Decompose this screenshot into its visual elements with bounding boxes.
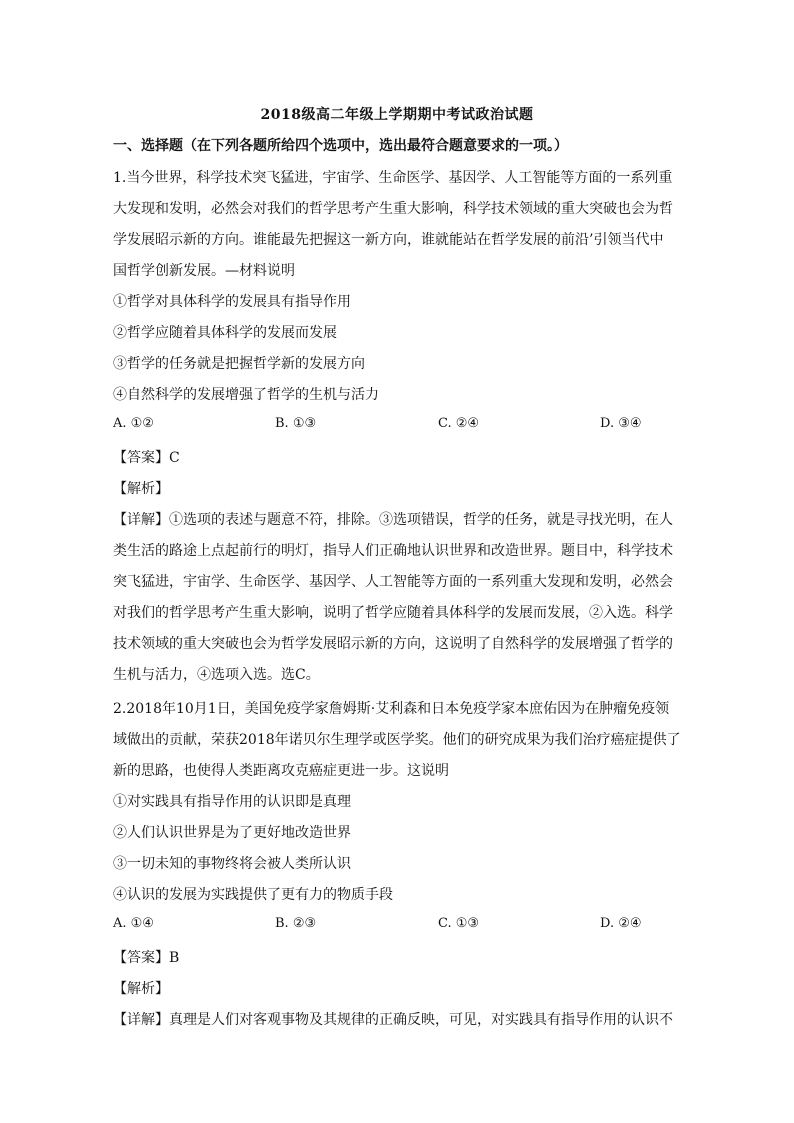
- q1-statement: ②哲学应随着具体科学的发展而发展: [113, 325, 337, 341]
- q2-option-b: B. ②③: [275, 916, 317, 931]
- q1-statement: ③哲学的任务就是把握哲学新的发展方向: [113, 356, 365, 372]
- q2-option-d: D. ②④: [600, 916, 642, 931]
- q2-option-a: A. ①④: [113, 916, 154, 931]
- q2-statement: ④认识的发展为实践提供了更有力的物质手段: [113, 887, 393, 903]
- exam-title: 2018级高二年级上学期期中考试政治试题: [260, 107, 534, 123]
- q2-stem-line: 域做出的贡献，荣获2018年诺贝尔生理学或医学奖。他们的研究成果为我们治疗癌症提供了: [113, 732, 681, 748]
- q2-stem-line: 新的思路，也使得人类距离攻克癌症更进一步。这说明: [113, 763, 449, 779]
- q1-option-c: C. ②④: [438, 416, 480, 431]
- section-heading: 一、选择题（在下列各题所给四个选项中，选出最符合题意要求的一项。）: [113, 138, 568, 154]
- q1-detail-line: 类生活的路途上点起前行的明灯，指导人们正确地认识世界和改造世界。题目中，科学技术: [113, 543, 673, 559]
- q1-stem-line: 学发展昭示新的方向。谁能最先把握这一新方向，谁就能站在哲学发展的前沿’引领当代中: [113, 232, 664, 248]
- q1-statement: ④自然科学的发展增强了哲学的生机与活力: [113, 387, 379, 403]
- q2-statement: ①对实践具有指导作用的认识即是真理: [113, 794, 351, 810]
- q2-option-c: C. ①③: [438, 916, 480, 931]
- q1-option-a: A. ①②: [113, 416, 154, 431]
- q1-stem-line: 国哲学创新发展。—材料说明: [113, 263, 295, 279]
- q1-detail-line: 生机与活力，④选项入选。选C。: [113, 667, 320, 683]
- q2-stem-line: 2.2018年10月1日，美国免疫学家詹姆斯·艾利森和日本免疫学家本庶佑因为在肿瘤免疫领: [113, 701, 670, 717]
- q2-analysis-label: 【解析】: [113, 981, 169, 997]
- q1-option-b: B. ①③: [275, 416, 317, 431]
- q1-detail-line: 【详解】①选项的表述与题意不符，排除。③选项错误，哲学的任务，就是寻找光明，在人: [113, 512, 673, 528]
- q2-statement: ③一切未知的事物终将会被人类所认识: [113, 856, 351, 872]
- q1-analysis-label: 【解析】: [113, 481, 169, 497]
- q1-stem-line: 1.当今世界，科学技术突飞猛进，宇宙学、生命医学、基因学、人工智能等方面的一系列重: [113, 170, 673, 186]
- q1-stem-line: 大发现和发明，必然会对我们的哲学思考产生重大影响，科学技术领域的重大突破也会为哲: [113, 201, 673, 217]
- q1-detail-line: 对我们的哲学思考产生重大影响，说明了哲学应随着具体科学的发展而发展，②入选。科学: [113, 605, 673, 621]
- q2-statement: ②人们认识世界是为了更好地改造世界: [113, 825, 351, 841]
- q1-detail-line: 突飞猛进，宇宙学、生命医学、基因学、人工智能等方面的一系列重大发现和发明，必然会: [113, 574, 673, 590]
- q1-detail-line: 技术领域的重大突破也会为哲学发展昭示新的方向，这说明了自然科学的发展增强了哲学的: [113, 636, 673, 652]
- q1-answer: 【答案】C: [113, 450, 180, 466]
- q1-statement: ①哲学对具体科学的发展具有指导作用: [113, 294, 351, 310]
- q2-answer: 【答案】B: [113, 950, 180, 966]
- q1-option-d: D. ③④: [600, 416, 642, 431]
- q2-detail-line: 【详解】真理是人们对客观事物及其规律的正确反映，可见，对实践具有指导作用的认识不: [113, 1012, 673, 1028]
